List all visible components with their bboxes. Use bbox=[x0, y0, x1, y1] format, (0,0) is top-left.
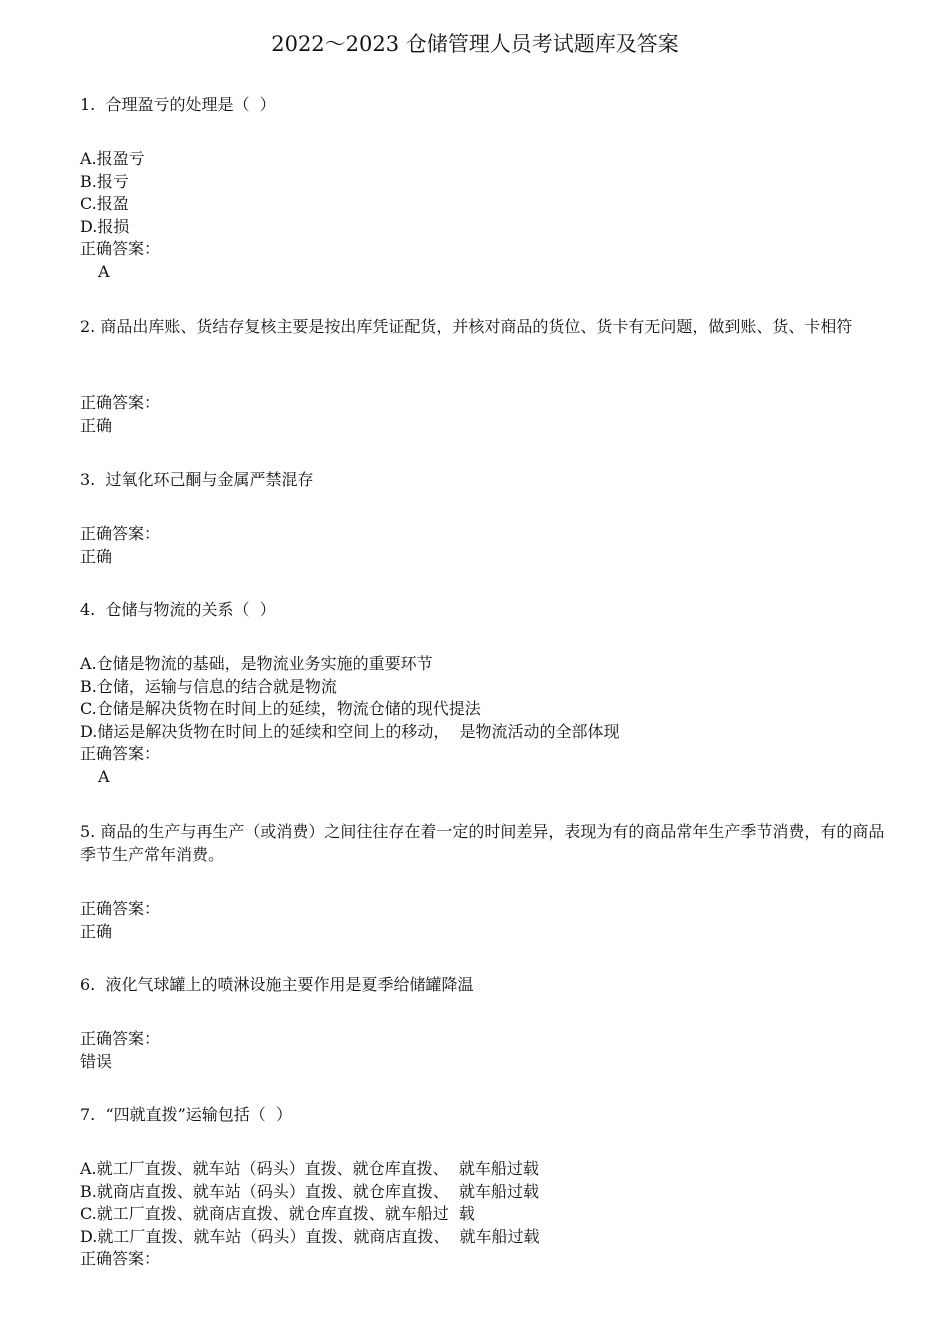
answer-label: 正确答案： bbox=[80, 1249, 161, 1269]
question-4 bbox=[80, 599, 885, 622]
question-4-options bbox=[80, 653, 885, 789]
question-stem: 7. “四就直拨”运输包括（ ） bbox=[80, 1105, 292, 1124]
answer-label: 正确答案： bbox=[80, 899, 161, 918]
answer-value: A bbox=[98, 261, 110, 281]
option-c: C.报盈 bbox=[80, 194, 129, 214]
option-a: A.就工厂直拨、就车站（码头）直拨、就仓库直拨、 就车船过载 bbox=[80, 1159, 539, 1178]
question-6-answer bbox=[80, 1028, 885, 1073]
option-b: B.报亏 bbox=[80, 171, 129, 191]
question-stem: 6. 液化气球罐上的喷淋设施主要作用是夏季给储罐降温 bbox=[80, 975, 474, 994]
question-3-answer bbox=[80, 523, 885, 568]
question-5 bbox=[80, 821, 885, 866]
question-5-answer bbox=[80, 898, 885, 943]
option-c: C.就工厂直拨、就商店直拨、就仓库直拨、就车船过 载 bbox=[80, 1204, 475, 1224]
option-d: D.储运是解决货物在时间上的延续和空间上的移动， 是物流活动的全部体现 bbox=[80, 721, 620, 741]
answer-value: 正确 bbox=[80, 546, 113, 566]
question-3 bbox=[80, 469, 885, 492]
answer-value: A bbox=[98, 766, 110, 786]
option-d: D.就工厂直拨、就车站（码头）直拨、就商店直拨、 就车船过载 bbox=[80, 1226, 540, 1246]
question-2-answer bbox=[80, 392, 885, 437]
question-1-options bbox=[80, 148, 885, 284]
answer-value: 正确 bbox=[80, 921, 113, 941]
answer-label: 正确答案： bbox=[80, 239, 161, 259]
question-7 bbox=[80, 1104, 885, 1127]
answer-label: 正确答案： bbox=[80, 1029, 161, 1048]
question-1 bbox=[80, 94, 885, 117]
question-stem: 5. 商品的生产与再生产（或消费）之间往往存在着一定的时间差异，表现为有的商品常年生产季节消费，有的商品季节生产常年消费。 bbox=[80, 822, 885, 864]
question-2 bbox=[80, 316, 885, 339]
document-title: 2022～2023 仓储管理人员考试题库及答案 bbox=[271, 32, 679, 56]
option-d: D.报损 bbox=[80, 216, 130, 236]
option-a: A.仓储是物流的基础，是物流业务实施的重要环节 bbox=[80, 654, 433, 673]
question-stem: 3. 过氧化环己酮与金属严禁混存 bbox=[80, 470, 314, 489]
option-b: B.就商店直拨、就车站（码头）直拨、就仓库直拨、 就车船过载 bbox=[80, 1181, 540, 1201]
question-stem: 1. 合理盈亏的处理是（ ） bbox=[80, 95, 276, 114]
answer-label: 正确答案： bbox=[80, 744, 161, 764]
answer-value: 正确 bbox=[80, 415, 113, 435]
answer-value: 错误 bbox=[80, 1051, 113, 1071]
question-6 bbox=[80, 974, 885, 997]
option-b: B.仓储，运输与信息的结合就是物流 bbox=[80, 676, 337, 696]
question-7-options bbox=[80, 1158, 885, 1271]
answer-label: 正确答案： bbox=[80, 524, 161, 543]
option-c: C.仓储是解决货物在时间上的延续，物流仓储的现代提法 bbox=[80, 699, 481, 719]
answer-label: 正确答案： bbox=[80, 393, 161, 412]
question-stem: 4. 仓储与物流的关系（ ） bbox=[80, 600, 276, 619]
option-a: A.报盈亏 bbox=[80, 149, 145, 168]
question-stem: 2. 商品出库账、货结存复核主要是按出库凭证配货，并核对商品的货位、货卡有无问题，做到账、货、卡相符 bbox=[80, 317, 853, 336]
